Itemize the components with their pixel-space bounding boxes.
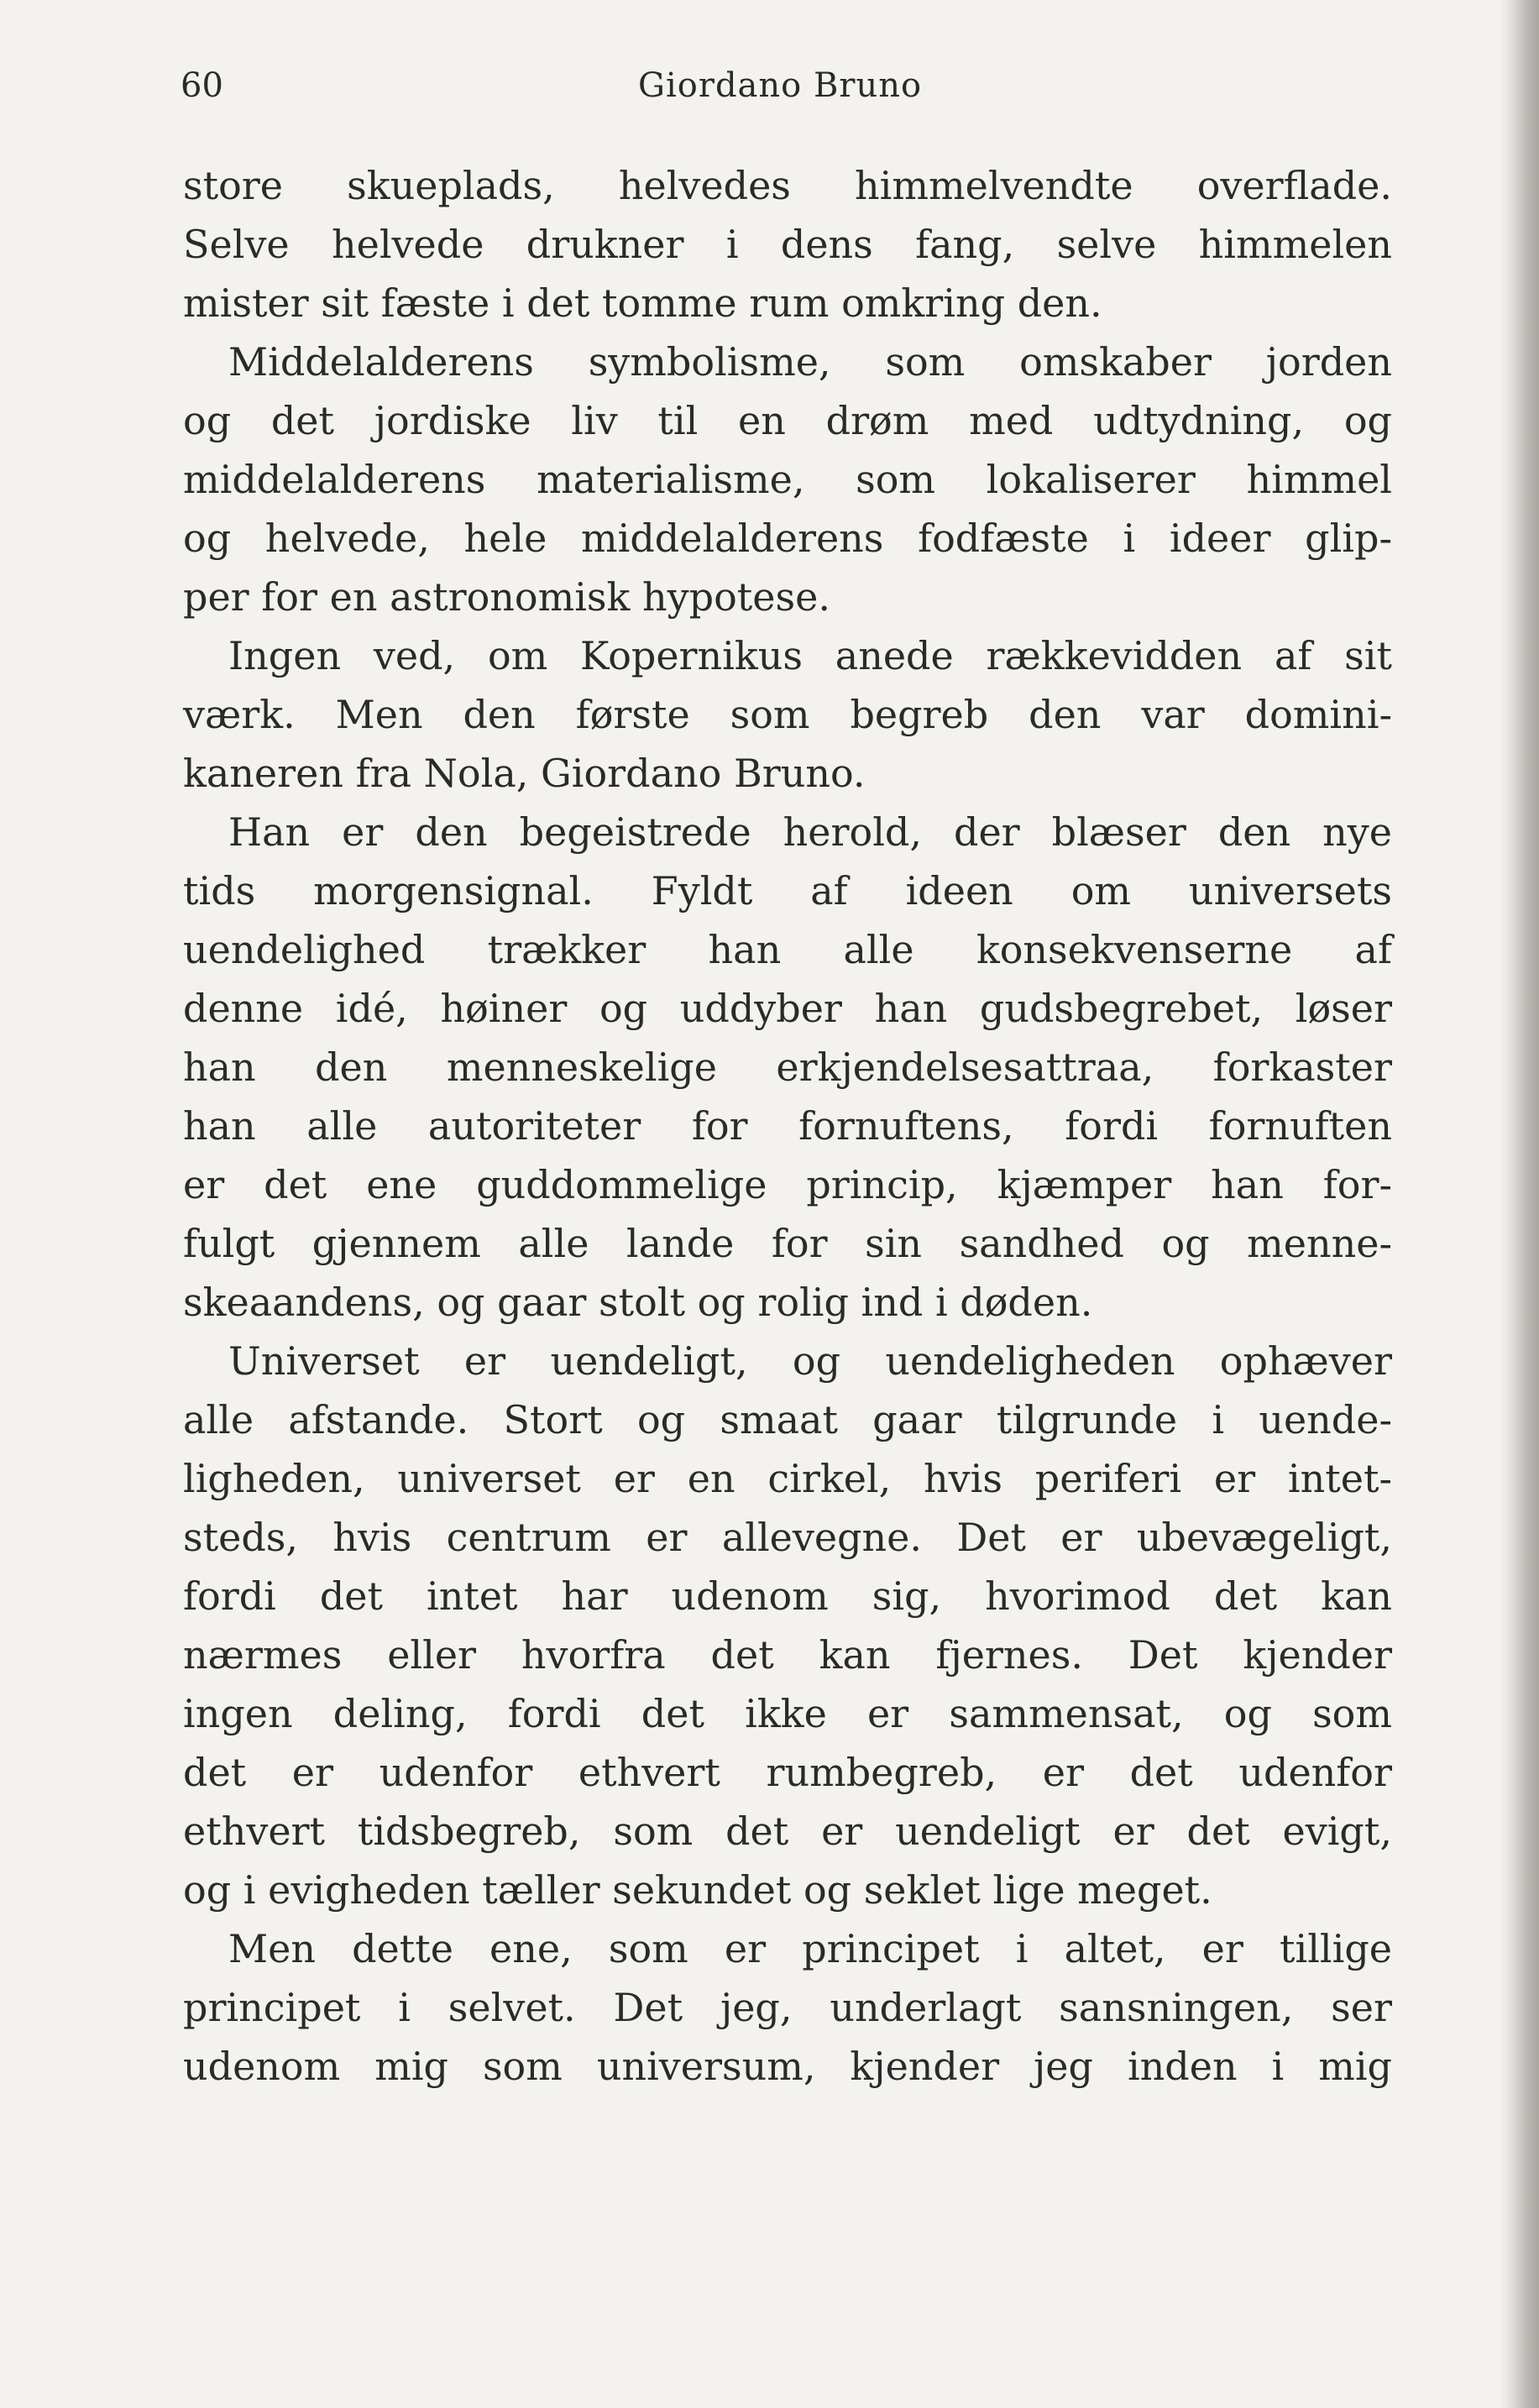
paragraph-start-line: Middelalderens symbolisme, som omskaber jorden bbox=[228, 339, 1392, 385]
text-line: det er udenfor ethvert rumbegreb, er det udenfor bbox=[183, 1750, 1392, 1795]
page-header bbox=[181, 59, 1398, 113]
text-line: skeaandens, og gaar stolt og rolig ind i døden. bbox=[183, 1280, 1093, 1325]
text-line: steds, hvis centrum er allevegne. Det er ubevægeligt, bbox=[183, 1515, 1392, 1560]
paragraph-start-line: Universet er uendeligt, og uendeligheden ophæver bbox=[228, 1338, 1392, 1384]
text-line: per for en astronomisk hypotese. bbox=[183, 574, 830, 620]
text-line: Selve helvede drukner i dens fang, selve himmelen bbox=[183, 222, 1392, 267]
text-line: tids morgensignal. Fyldt af ideen om universets bbox=[183, 868, 1392, 913]
paragraph-start-line: Ingen ved, om Kopernikus anede rækkevidden af sit bbox=[228, 633, 1392, 678]
running-title: Giordano Bruno bbox=[638, 66, 923, 105]
text-line: og det jordiske liv til en drøm med udtydning, og bbox=[183, 398, 1392, 443]
text-line: udenom mig som universum, kjender jeg inden i mig bbox=[183, 2044, 1392, 2089]
text-line: fordi det intet har udenom sig, hvorimod det kan bbox=[183, 1573, 1392, 1619]
text-line: han den menneskelige erkjendelsesattraa, forkaster bbox=[183, 1044, 1392, 1090]
text-line: ingen deling, fordi det ikke er sammensat, og som bbox=[183, 1691, 1392, 1736]
body-text bbox=[183, 156, 1392, 2096]
text-line: og i evigheden tæller sekundet og seklet lige meget. bbox=[183, 1867, 1212, 1913]
text-line: store skueplads, helvedes himmelvendte overflade. bbox=[183, 163, 1392, 208]
paragraph-start-line: Men dette ene, som er principet i altet, er tillige bbox=[228, 1926, 1392, 1971]
text-line: er det ene guddommelige princip, kjæmper han for- bbox=[183, 1162, 1392, 1207]
text-line: middelalderens materialisme, som lokaliserer himmel bbox=[183, 457, 1392, 502]
text-line: uendelighed trækker han alle konsekvenserne af bbox=[183, 927, 1392, 972]
text-line: alle afstande. Stort og smaat gaar tilgrunde i uende- bbox=[183, 1397, 1392, 1442]
text-line: denne idé, høiner og uddyber han gudsbegrebet, løser bbox=[183, 986, 1392, 1031]
text-line: fulgt gjennem alle lande for sin sandhed og menne- bbox=[183, 1221, 1392, 1266]
text-line: kaneren fra Nola, Giordano Bruno. bbox=[183, 751, 866, 796]
text-line: han alle autoriteter for fornuftens, fordi fornuften bbox=[183, 1103, 1392, 1149]
text-line: værk. Men den første som begreb den var domini- bbox=[183, 692, 1392, 737]
page-number: 60 bbox=[181, 66, 223, 105]
text-line: principet i selvet. Det jeg, underlagt sansningen, ser bbox=[183, 1985, 1392, 2030]
text-line: nærmes eller hvorfra det kan fjernes. Det kjender bbox=[183, 1632, 1392, 1678]
paragraph-start-line: Han er den begeistrede herold, der blæser den nye bbox=[228, 809, 1392, 855]
text-line: ethvert tidsbegreb, som det er uendeligt er det evigt, bbox=[183, 1809, 1392, 1854]
page-edge bbox=[1500, 0, 1539, 2408]
text-line: ligheden, universet er en cirkel, hvis periferi er intet- bbox=[183, 1456, 1392, 1501]
text-line: og helvede, hele middelalderens fodfæste i ideer glip- bbox=[183, 516, 1392, 561]
text-line: mister sit fæste i det tomme rum omkring den. bbox=[183, 280, 1102, 326]
